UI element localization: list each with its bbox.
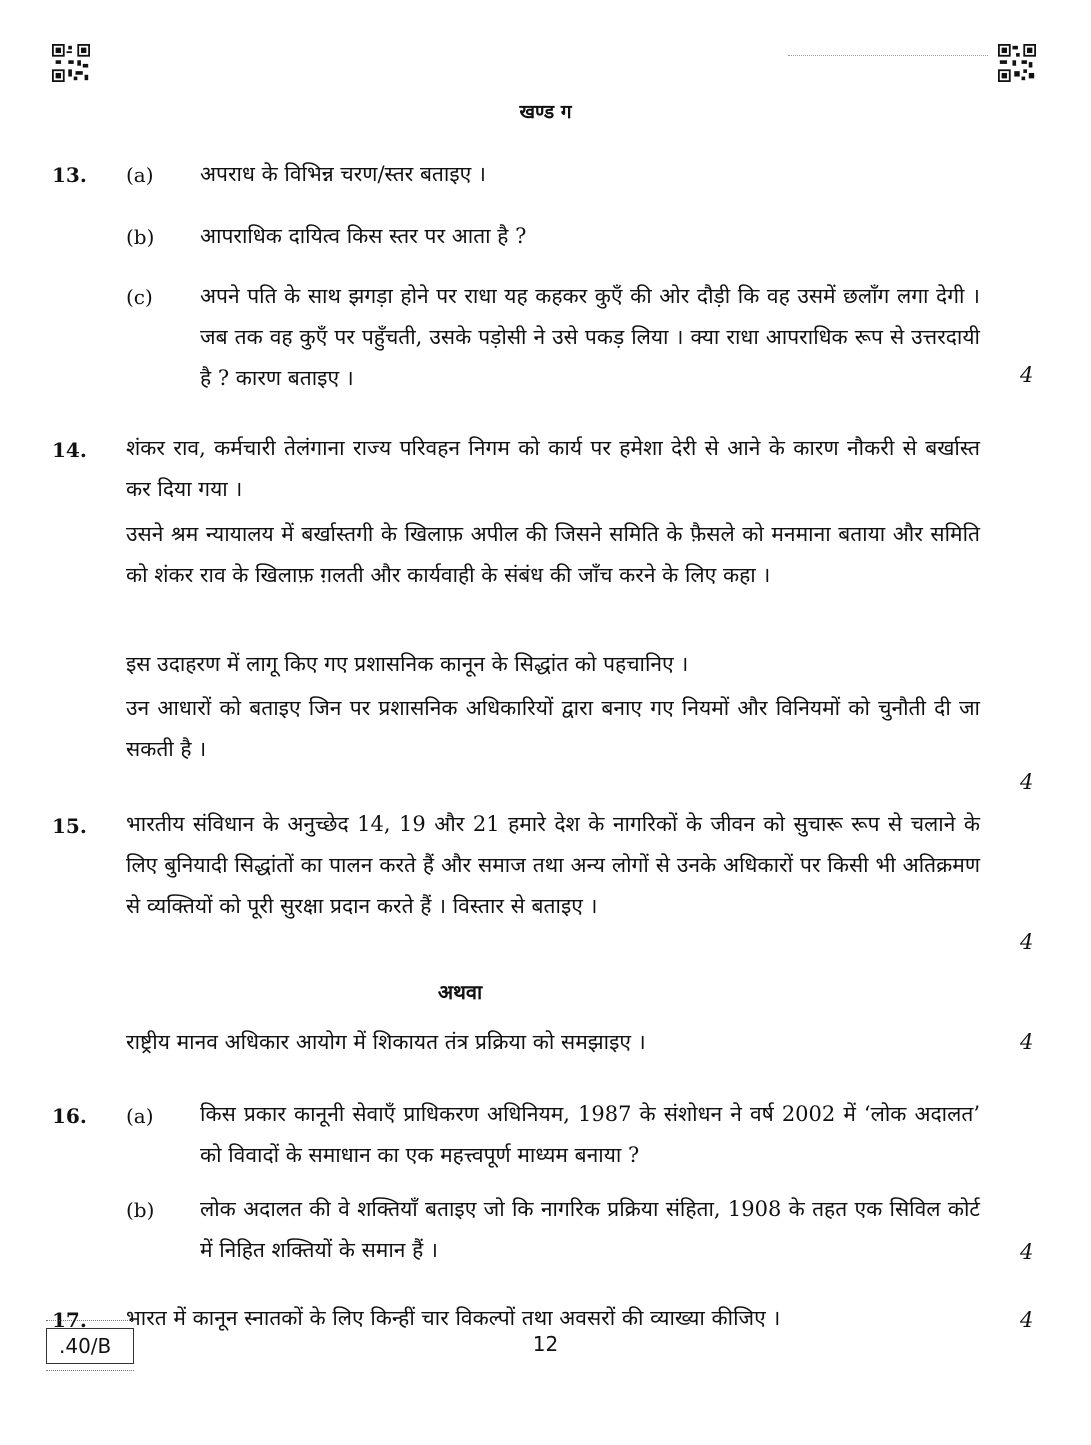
marks: 4	[1020, 363, 1034, 387]
question-text: इस उदाहरण में लागू किए गए प्रशासनिक कानून के सिद्धांत को पहचानिए ।	[126, 652, 689, 676]
marks: 4	[1020, 1240, 1034, 1264]
question-number: 14.	[52, 438, 87, 462]
sub-question-label: (a)	[126, 1104, 154, 1128]
marks: 4	[1020, 1030, 1034, 1054]
question-text: उन आधारों को बताइए जिन पर प्रशासनिक अधिकारियों द्वारा बनाए गए नियमों और विनियमों को चुनौती दी जा सकती है ।	[126, 696, 980, 761]
question-text: राष्ट्रीय मानव अधिकार आयोग में शिकायत तंत्र प्रक्रिया को समझाइए ।	[126, 1030, 646, 1054]
or-label: अथवा	[437, 980, 483, 1004]
question-text: शंकर राव, कर्मचारी तेलंगाना राज्य परिवहन निगम को कार्य पर हमेशा देरी से आने के कारण नौकरी से बर्खास्त कर दिया गया ।	[126, 436, 980, 501]
marks: 4	[1020, 1308, 1034, 1332]
sub-question-label: (b)	[126, 225, 155, 249]
question-text: लोक अदालत की वे शक्तियाँ बताइए जो कि नागरिक प्रक्रिया संहिता, 1908 के तहत एक सिविल कोर्ट में निहित शक्तियों के समान हैं ।	[200, 1197, 980, 1262]
qr-code-icon	[52, 44, 90, 82]
sub-question-label: (c)	[126, 285, 153, 309]
question-text: अपराध के विभिन्न चरण/स्तर बताइए ।	[200, 162, 486, 186]
sub-question-label: (a)	[126, 163, 154, 187]
question-text: अपने पति के साथ झगड़ा होने पर राधा यह कहकर कुएँ की ओर दौड़ी कि वह उसमें छलाँग लगा देगी । जब तक वह कुएँ पर पहुँचती, उसके पड़ोसी ने उसे पकड़ लिया । क्या राधा आपराधिक रूप से उत्तरदायी है ? कारण बताइए ।	[200, 284, 980, 390]
section-title: खण्ड ग	[519, 101, 572, 123]
microtext-line	[788, 55, 988, 60]
question-text: भारत में कानून स्नातकों के लिए किन्हीं चार विकल्पों तथा अवसरों की व्याख्या कीजिए ।	[126, 1306, 781, 1330]
paper-code: .40/B	[59, 1334, 112, 1358]
question-number: 17.	[52, 1308, 87, 1332]
marks: 4	[1020, 770, 1034, 794]
qr-code-icon	[998, 44, 1036, 82]
question-text: भारतीय संविधान के अनुच्छेद 14, 19 और 21 हमारे देश के नागरिकों के जीवन को सुचारू रूप से चलाने के लिए बुनियादी सिद्धांतों का पालन करते हैं और समाज तथा अन्य लोगों से उनके अधिकारों पर किसी भी अतिक्रमण से व्यक्तियों को पूरी सुरक्षा प्रदान करते हैं । विस्तार से बताइए ।	[126, 812, 980, 918]
security-dots	[46, 1370, 134, 1371]
question-number: 13.	[52, 163, 87, 187]
question-text: उसने श्रम न्यायालय में बर्खास्तगी के खिलाफ़ अपील की जिसने समिति के फ़ैसले को मनमाना बताया और समिति को शंकर राव के खिलाफ़ ग़लती और कार्यवाही के संबंध की जाँच करने के लिए कहा ।	[126, 522, 980, 587]
question-number: 15.	[52, 814, 87, 838]
question-text: किस प्रकार कानूनी सेवाएँ प्राधिकरण अधिनियम, 1987 के संशोधन ने वर्ष 2002 में ‘लोक अदालत’ को विवादों के समाधान का एक महत्त्वपूर्ण माध्यम बनाया ?	[200, 1102, 980, 1167]
question-text: आपराधिक दायित्व किस स्तर पर आता है ?	[200, 224, 527, 248]
question-number: 16.	[52, 1104, 87, 1128]
security-dots	[46, 1320, 134, 1321]
marks: 4	[1020, 930, 1034, 954]
sub-question-label: (b)	[126, 1198, 155, 1222]
page-number: 12	[532, 1332, 559, 1356]
